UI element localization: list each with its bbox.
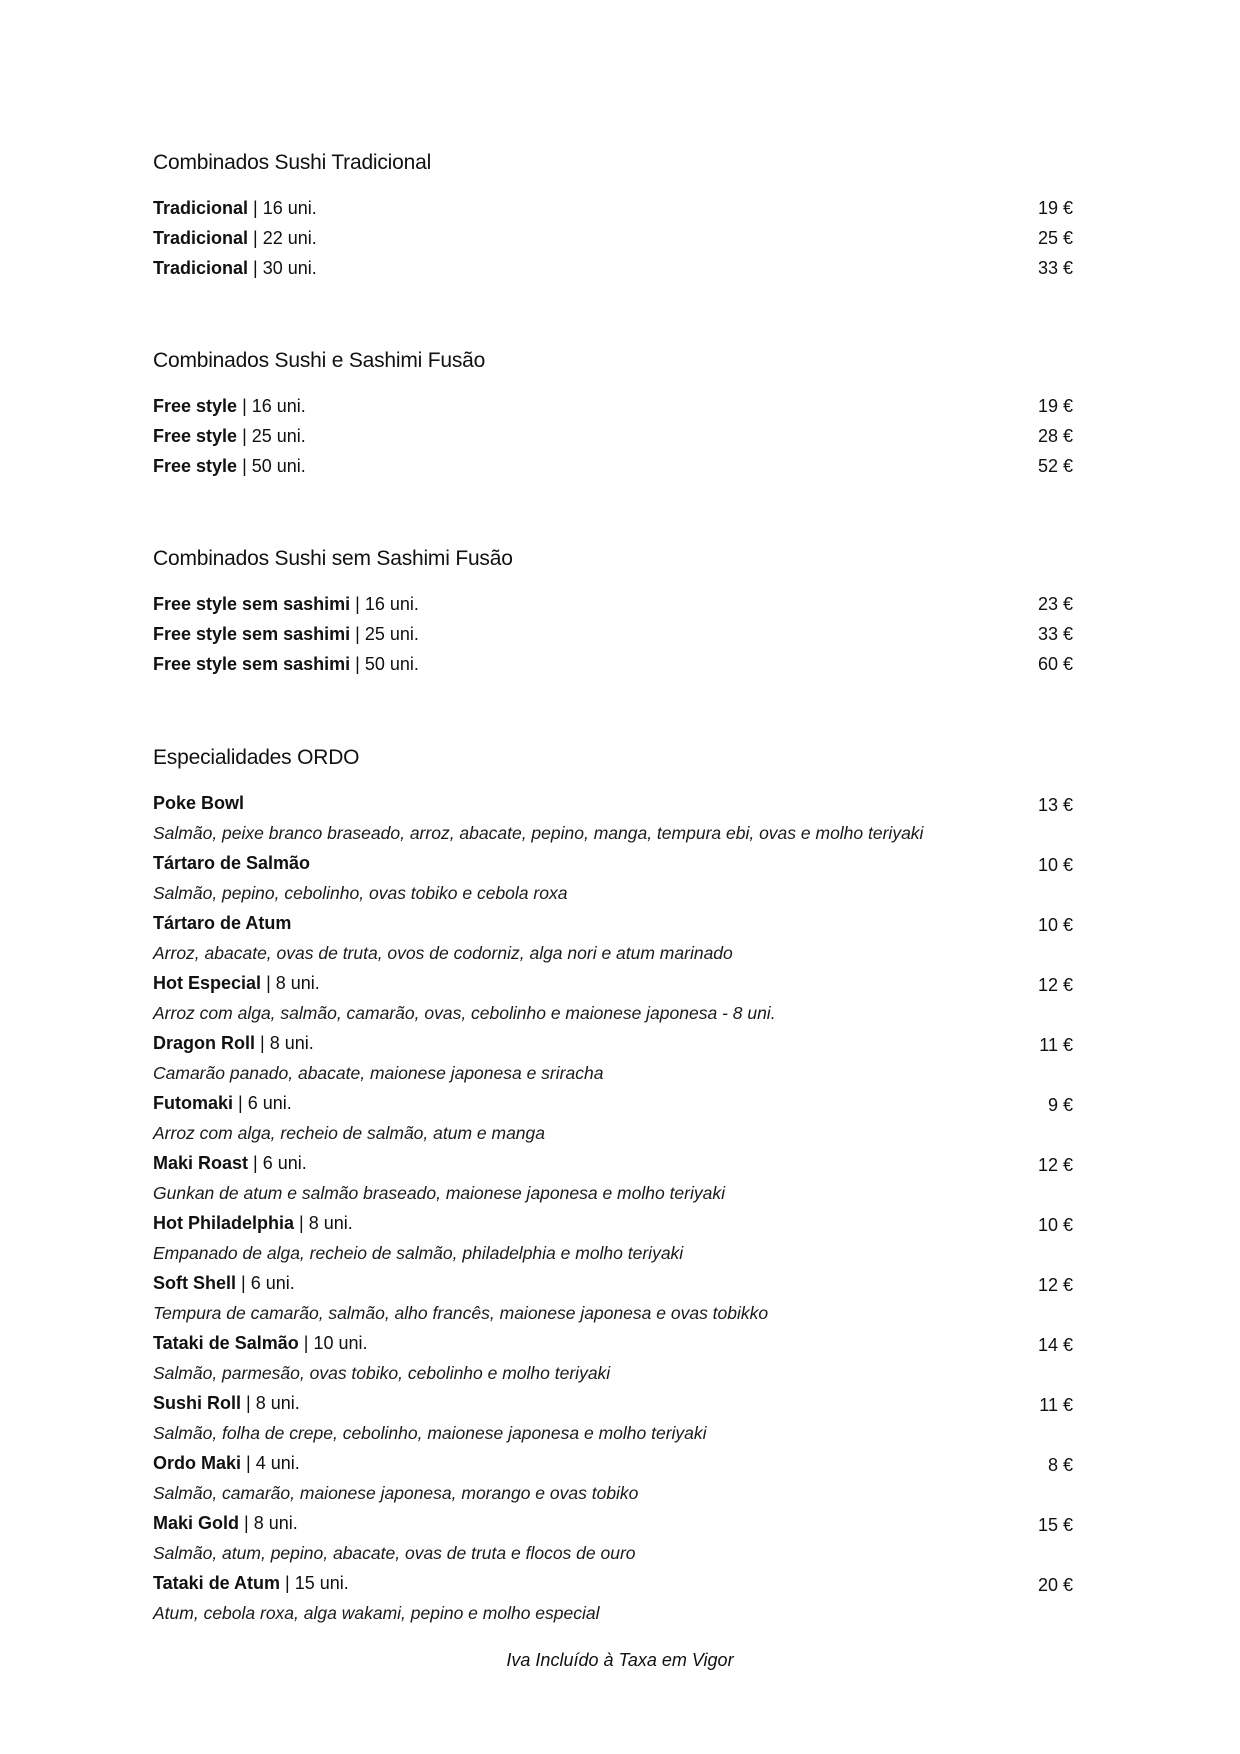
item-name: Free style sem sashimi — [153, 594, 351, 614]
item-units: 50 uni. — [251, 456, 306, 476]
menu-item — [153, 908, 1073, 938]
item-price: 23 € — [1037, 594, 1073, 614]
item-name: Ordo Maki — [153, 1453, 242, 1473]
menu-item — [153, 1208, 1073, 1238]
menu-item — [153, 649, 1073, 679]
item-description: Arroz com alga, salmão, camarão, ovas, cebolinho e maionese japonesa - 8 uni. — [153, 1003, 776, 1023]
item-name: Maki Gold — [153, 1513, 240, 1533]
item-name: Tataki de Salmão — [153, 1333, 299, 1353]
item-units: 50 uni. — [364, 654, 419, 674]
item-name: Sushi Roll — [153, 1393, 242, 1413]
item-price: 10 € — [1037, 855, 1073, 875]
item-name: Maki Roast — [153, 1153, 249, 1173]
item-separator: | — [355, 594, 365, 614]
item-name: Hot Especial — [153, 973, 262, 993]
menu-item — [153, 1088, 1073, 1118]
item-price: 10 € — [1037, 915, 1073, 935]
item-price: 20 € — [1037, 1575, 1073, 1595]
item-description: Arroz, abacate, ovas de truta, ovos de codorniz, alga nori e atum marinado — [153, 943, 733, 963]
item-units: 16 uni. — [251, 396, 306, 416]
item-description: Salmão, peixe branco braseado, arroz, abacate, pepino, manga, tempura ebi, ovas e molho teriyaki — [153, 823, 924, 843]
item-price: 11 € — [1039, 1035, 1073, 1055]
item-name: Free style — [153, 426, 238, 446]
item-units: 4 uni. — [255, 1453, 300, 1473]
item-units: 8 uni. — [308, 1213, 353, 1233]
menu-item — [153, 968, 1073, 998]
item-separator: | — [238, 1093, 248, 1113]
section-title: Combinados Sushi Tradicional — [153, 151, 432, 174]
item-separator: | — [266, 973, 276, 993]
item-units: 6 uni. — [262, 1153, 307, 1173]
item-separator: | — [244, 1513, 254, 1533]
item-name: Free style sem sashimi — [153, 654, 351, 674]
item-description: Arroz com alga, recheio de salmão, atum e manga — [153, 1123, 545, 1143]
menu-item — [153, 193, 1073, 223]
item-name: Hot Philadelphia — [153, 1213, 295, 1233]
menu-item — [153, 848, 1073, 878]
item-name: Tataki de Atum — [153, 1573, 281, 1593]
menu-item — [153, 1028, 1073, 1058]
item-description: Salmão, folha de crepe, cebolinho, maionese japonesa e molho teriyaki — [153, 1423, 707, 1443]
item-price: 28 € — [1037, 426, 1073, 446]
item-separator: | — [253, 228, 263, 248]
item-description: Empanado de alga, recheio de salmão, philadelphia e molho teriyaki — [153, 1243, 684, 1263]
menu-item — [153, 223, 1073, 253]
item-separator: | — [303, 1333, 314, 1353]
section-title: Especialidades ORDO — [153, 746, 360, 769]
item-units: 8 uni. — [275, 973, 320, 993]
item-price: 10 € — [1037, 1215, 1073, 1235]
item-units: 25 uni. — [364, 624, 419, 644]
item-separator: | — [242, 426, 252, 446]
item-price: 11 € — [1039, 1395, 1073, 1415]
item-name: Free style — [153, 456, 238, 476]
menu-item — [153, 788, 1073, 818]
item-separator: | — [355, 624, 365, 644]
section-title: Combinados Sushi e Sashimi Fusão — [153, 349, 486, 372]
item-price: 12 € — [1037, 1155, 1073, 1175]
item-separator: | — [299, 1213, 309, 1233]
item-separator: | — [355, 654, 365, 674]
menu-item — [153, 391, 1073, 421]
item-units: 8 uni. — [255, 1393, 300, 1413]
item-separator: | — [253, 1153, 263, 1173]
item-price: 19 € — [1037, 396, 1073, 416]
menu-item — [153, 619, 1073, 649]
vat-footer-note: Iva Incluído à Taxa em Vigor — [506, 1650, 734, 1670]
section-combinados-tradicional — [153, 150, 1073, 283]
item-name: Dragon Roll — [153, 1033, 255, 1053]
section-combinados-fusao — [153, 348, 1073, 481]
item-price: 14 € — [1037, 1335, 1073, 1355]
item-units: 15 uni. — [294, 1573, 349, 1593]
item-description: Salmão, pepino, cebolinho, ovas tobiko e cebola roxa — [153, 883, 568, 903]
menu-item — [153, 1328, 1073, 1358]
item-price: 25 € — [1037, 228, 1073, 248]
menu-item — [153, 1508, 1073, 1538]
item-separator: | — [242, 396, 252, 416]
menu-item — [153, 1148, 1073, 1178]
item-description: Tempura de camarão, salmão, alho francês, maionese japonesa e ovas tobikko — [153, 1303, 769, 1323]
item-name: Tradicional — [153, 258, 249, 278]
item-price: 8 € — [1047, 1455, 1073, 1475]
menu-item — [153, 1448, 1073, 1478]
item-price: 33 € — [1037, 624, 1073, 644]
menu-item — [153, 451, 1073, 481]
item-price: 19 € — [1037, 198, 1073, 218]
item-units: 6 uni. — [247, 1093, 292, 1113]
item-separator: | — [241, 1273, 251, 1293]
item-description: Atum, cebola roxa, alga wakami, pepino e molho especial — [153, 1603, 600, 1623]
item-separator: | — [242, 456, 252, 476]
item-separator: | — [246, 1453, 256, 1473]
menu-item — [153, 253, 1073, 283]
item-price: 9 € — [1047, 1095, 1073, 1115]
menu-item — [153, 421, 1073, 451]
item-name: Tártaro de Atum — [153, 913, 292, 933]
item-units: 16 uni. — [364, 594, 419, 614]
menu-item — [153, 589, 1073, 619]
item-price: 12 € — [1037, 1275, 1073, 1295]
item-units: 16 uni. — [262, 198, 317, 218]
item-price: 13 € — [1037, 795, 1073, 815]
menu-item — [153, 1268, 1073, 1298]
item-separator: | — [285, 1573, 295, 1593]
section-especialidades-ordo — [153, 745, 1073, 1628]
menu-item — [153, 1388, 1073, 1418]
section-combinados-sem-sashimi — [153, 546, 1073, 679]
item-name: Soft Shell — [153, 1273, 237, 1293]
item-units: 8 uni. — [269, 1033, 314, 1053]
item-description: Gunkan de atum e salmão braseado, maionese japonesa e molho teriyaki — [153, 1183, 726, 1203]
item-units: 8 uni. — [253, 1513, 298, 1533]
section-title: Combinados Sushi sem Sashimi Fusão — [153, 547, 513, 570]
item-separator: | — [260, 1033, 270, 1053]
item-description: Salmão, parmesão, ovas tobiko, cebolinho e molho teriyaki — [153, 1363, 611, 1383]
item-name: Tradicional — [153, 198, 249, 218]
item-name: Free style — [153, 396, 238, 416]
item-separator: | — [246, 1393, 256, 1413]
item-units: 25 uni. — [251, 426, 306, 446]
menu-item — [153, 1568, 1073, 1598]
item-name: Free style sem sashimi — [153, 624, 351, 644]
item-price: 15 € — [1037, 1515, 1073, 1535]
item-separator: | — [253, 198, 263, 218]
item-description: Camarão panado, abacate, maionese japonesa e sriracha — [153, 1063, 604, 1083]
item-price: 60 € — [1037, 654, 1073, 674]
item-separator: | — [253, 258, 263, 278]
item-name: Futomaki — [153, 1093, 234, 1113]
item-price: 52 € — [1037, 456, 1073, 476]
item-units: 10 uni. — [313, 1333, 368, 1353]
item-description: Salmão, camarão, maionese japonesa, morango e ovas tobiko — [153, 1483, 639, 1503]
item-description: Salmão, atum, pepino, abacate, ovas de truta e flocos de ouro — [153, 1543, 636, 1563]
item-units: 6 uni. — [250, 1273, 295, 1293]
item-price: 12 € — [1037, 975, 1073, 995]
item-price: 33 € — [1037, 258, 1073, 278]
item-units: 22 uni. — [262, 228, 317, 248]
item-units: 30 uni. — [262, 258, 317, 278]
item-name: Tradicional — [153, 228, 249, 248]
item-name: Poke Bowl — [153, 793, 245, 813]
item-name: Tártaro de Salmão — [153, 853, 311, 873]
